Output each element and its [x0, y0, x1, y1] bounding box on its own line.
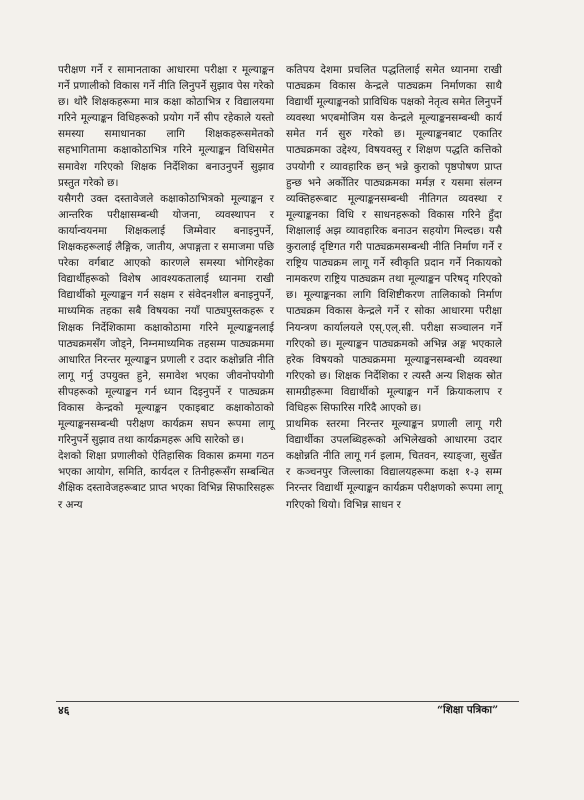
left-paragraph-3: देशको शिक्षा प्रणालीको ऐतिहासिक विकास क्रममा गठन भएका आयोग, समिति, कार्यदल र तिनीहरूसँग सम्बन्धित शैक्षिक दस्तावेजहरूबाट प्राप्त भएका विभिन्न सिफारिसहरू र अन्य: [58, 450, 274, 511]
right-column: [286, 62, 502, 513]
left-column: [58, 62, 274, 513]
right-paragraph-2: प्राथमिक स्तरमा निरन्तर मूल्याङ्कन प्रणाली लागू गरी विद्यार्थीका उपलब्धिहरूको अभिलेखको आधारमा उदार कक्षोन्नति नीति लागू गर्न इलाम, चितवन, स्याङ्जा, सुर्खेत र कञ्चनपुर जिल्लाका विद्यालयहरूमा कक्षा १-३ सम्म निरन्तर विद्यार्थी मूल्याङ्कन कार्यक्रम परीक्षणको रूपमा लागू गरिएको थियो। विभिन्न साधन र: [286, 418, 502, 511]
right-paragraph-1: कतिपय देशमा प्रचलित पद्धतिलाई समेत ध्यानमा राखी पाठ्यक्रम विकास केन्द्रले पाठ्यक्रम निर्माणका साथै विद्यार्थी मूल्याङ्कनको प्राविधिक पक्षको नेतृत्व समेत लिनुपर्ने व्यवस्था भएबमोजिम यस केन्द्रले मूल्याङ्कनसम्बन्धी कार्य समेत गर्न सुरु गरेको छ। मूल्याङ्कनबाट एकातिर पाठ्यक्रमका उद्देश्य, विषयवस्तु र शिक्षण पद्धति कत्तिको उपयोगी र व्यावहारिक छन् भन्ने कुराको पृष्ठपोषण प्राप्त हुन्छ भने अर्कोतिर पाठ्यक्रमका मर्मज्ञ र यसमा संलग्न व्यक्तिहरूबाट मूल्याङ्कनसम्बन्धी नीतिगत व्यवस्था र मूल्याङ्कनका विधि र साधनहरूको विकास गरिने हुँदा शिक्षालाई अझ व्यावहारिक बनाउन सहयोग मिल्दछ। यसै कुरालाई दृष्टिगत गरी पाठ्यक्रमसम्बन्धी नीति निर्माण गर्ने र राष्ट्रिय पाठ्यक्रम लागू गर्ने स्वीकृति प्रदान गर्ने निकायको नामकरण राष्ट्रिय पाठ्यक्रम तथा मूल्याङ्कन परिषद् गरिएको छ। मूल्याङ्कनका लागि विशिष्टीकरण तालिकाको निर्माण पाठ्यक्रम विकास केन्द्रले गर्ने र सोका आधारमा परीक्षा नियन्त्रण कार्यालयले एस्.एल्.सी. परीक्षा सञ्चालन गर्ने गरिएको छ। मूल्याङ्कन पाठ्यक्रमको अभिन्न अङ्ग भएकाले हरेक विषयको पाठ्यक्रममा मूल्याङ्कनसम्बन्धी व्यवस्था गरिएको छ। शिक्षक निर्देशिका र त्यस्तै अन्य शिक्षक स्रोत सामग्रीहरूमा विद्यार्थीको मूल्याङ्कन गर्ने क्रियाकलाप र विधिहरू सिफारिस गरिदै आएको छ।: [286, 64, 502, 414]
journal-name: “शिक्षा पत्रिका”: [437, 704, 499, 716]
left-paragraph-1: परीक्षण गर्ने र सामानताका आधारमा परीक्षा र मूल्याङ्कन गर्ने प्रणालीको विकास गर्ने नीति लिनुपर्ने सुझाव पेस गरेको छ। थोरै शिक्षकहरूमा मात्र कक्षा कोठाभित्र र विद्यालयमा गरिने मूल्याङ्कन विधिहरूको प्रयोग गर्ने सीप रहेकाले यस्तो समस्या समाधानका लागि शिक्षकहरूसमेतको सहभागितामा कक्षाकोठाभित्र गरिने मूल्याङ्कन विधिसमेत समावेश गरिएको शिक्षक निर्देशिका बनाउनुपर्ने सुझाव प्रस्तुत गरेको छ।: [58, 64, 274, 189]
page-number: ४६: [58, 704, 70, 717]
footer-divider: [56, 701, 519, 702]
left-paragraph-2: यसैगरी उक्त दस्तावेजले कक्षाकोठाभित्रको मूल्याङ्कन र आन्तरिक परीक्षासम्बन्धी योजना, व्यवस्थापन र कार्यान्वयनमा शिक्षकलाई जिम्मेवार बनाइनुपर्ने, शिक्षकहरूलाई लैङ्गिक, जातीय, अपाङ्गता र समाजमा पछि परेका वर्गबाट आएको कारणले समस्या भोगिरहेका विद्यार्थीहरूको विशेष आवश्यकतालाई ध्यानमा राखी विद्यार्थीको मूल्याङ्कन गर्न सक्षम र संवेदनशील बनाइनुपर्ने, माध्यमिक तहका सबै विषयका नयाँ पाठ्यपुस्तकहरू र शिक्षक निर्देशिकामा कक्षाकोठामा गरिने मूल्याङ्कनलाई पाठ्यक्रमसँग जोड्ने, निम्नमाध्यमिक तहसम्म पाठ्यक्रममा आधारित निरन्तर मूल्याङ्कन प्रणाली र उदार कक्षोन्नति नीति लागू गर्नु उपयुक्त हुने, समावेश भएका जीवनोपयोगी सीपहरूको मूल्याङ्कन गर्न ध्यान दिइनुपर्ने र पाठ्यक्रम विकास केन्द्रको मूल्याङ्कन एकाइबाट कक्षाकोठाको मूल्याङ्कनसम्बन्धी परीक्षण कार्यक्रम सघन रूपमा लागू गरिनुपर्ने सुझाव तथा कार्यक्रमहरू अघि सारेको छ।: [58, 192, 274, 447]
